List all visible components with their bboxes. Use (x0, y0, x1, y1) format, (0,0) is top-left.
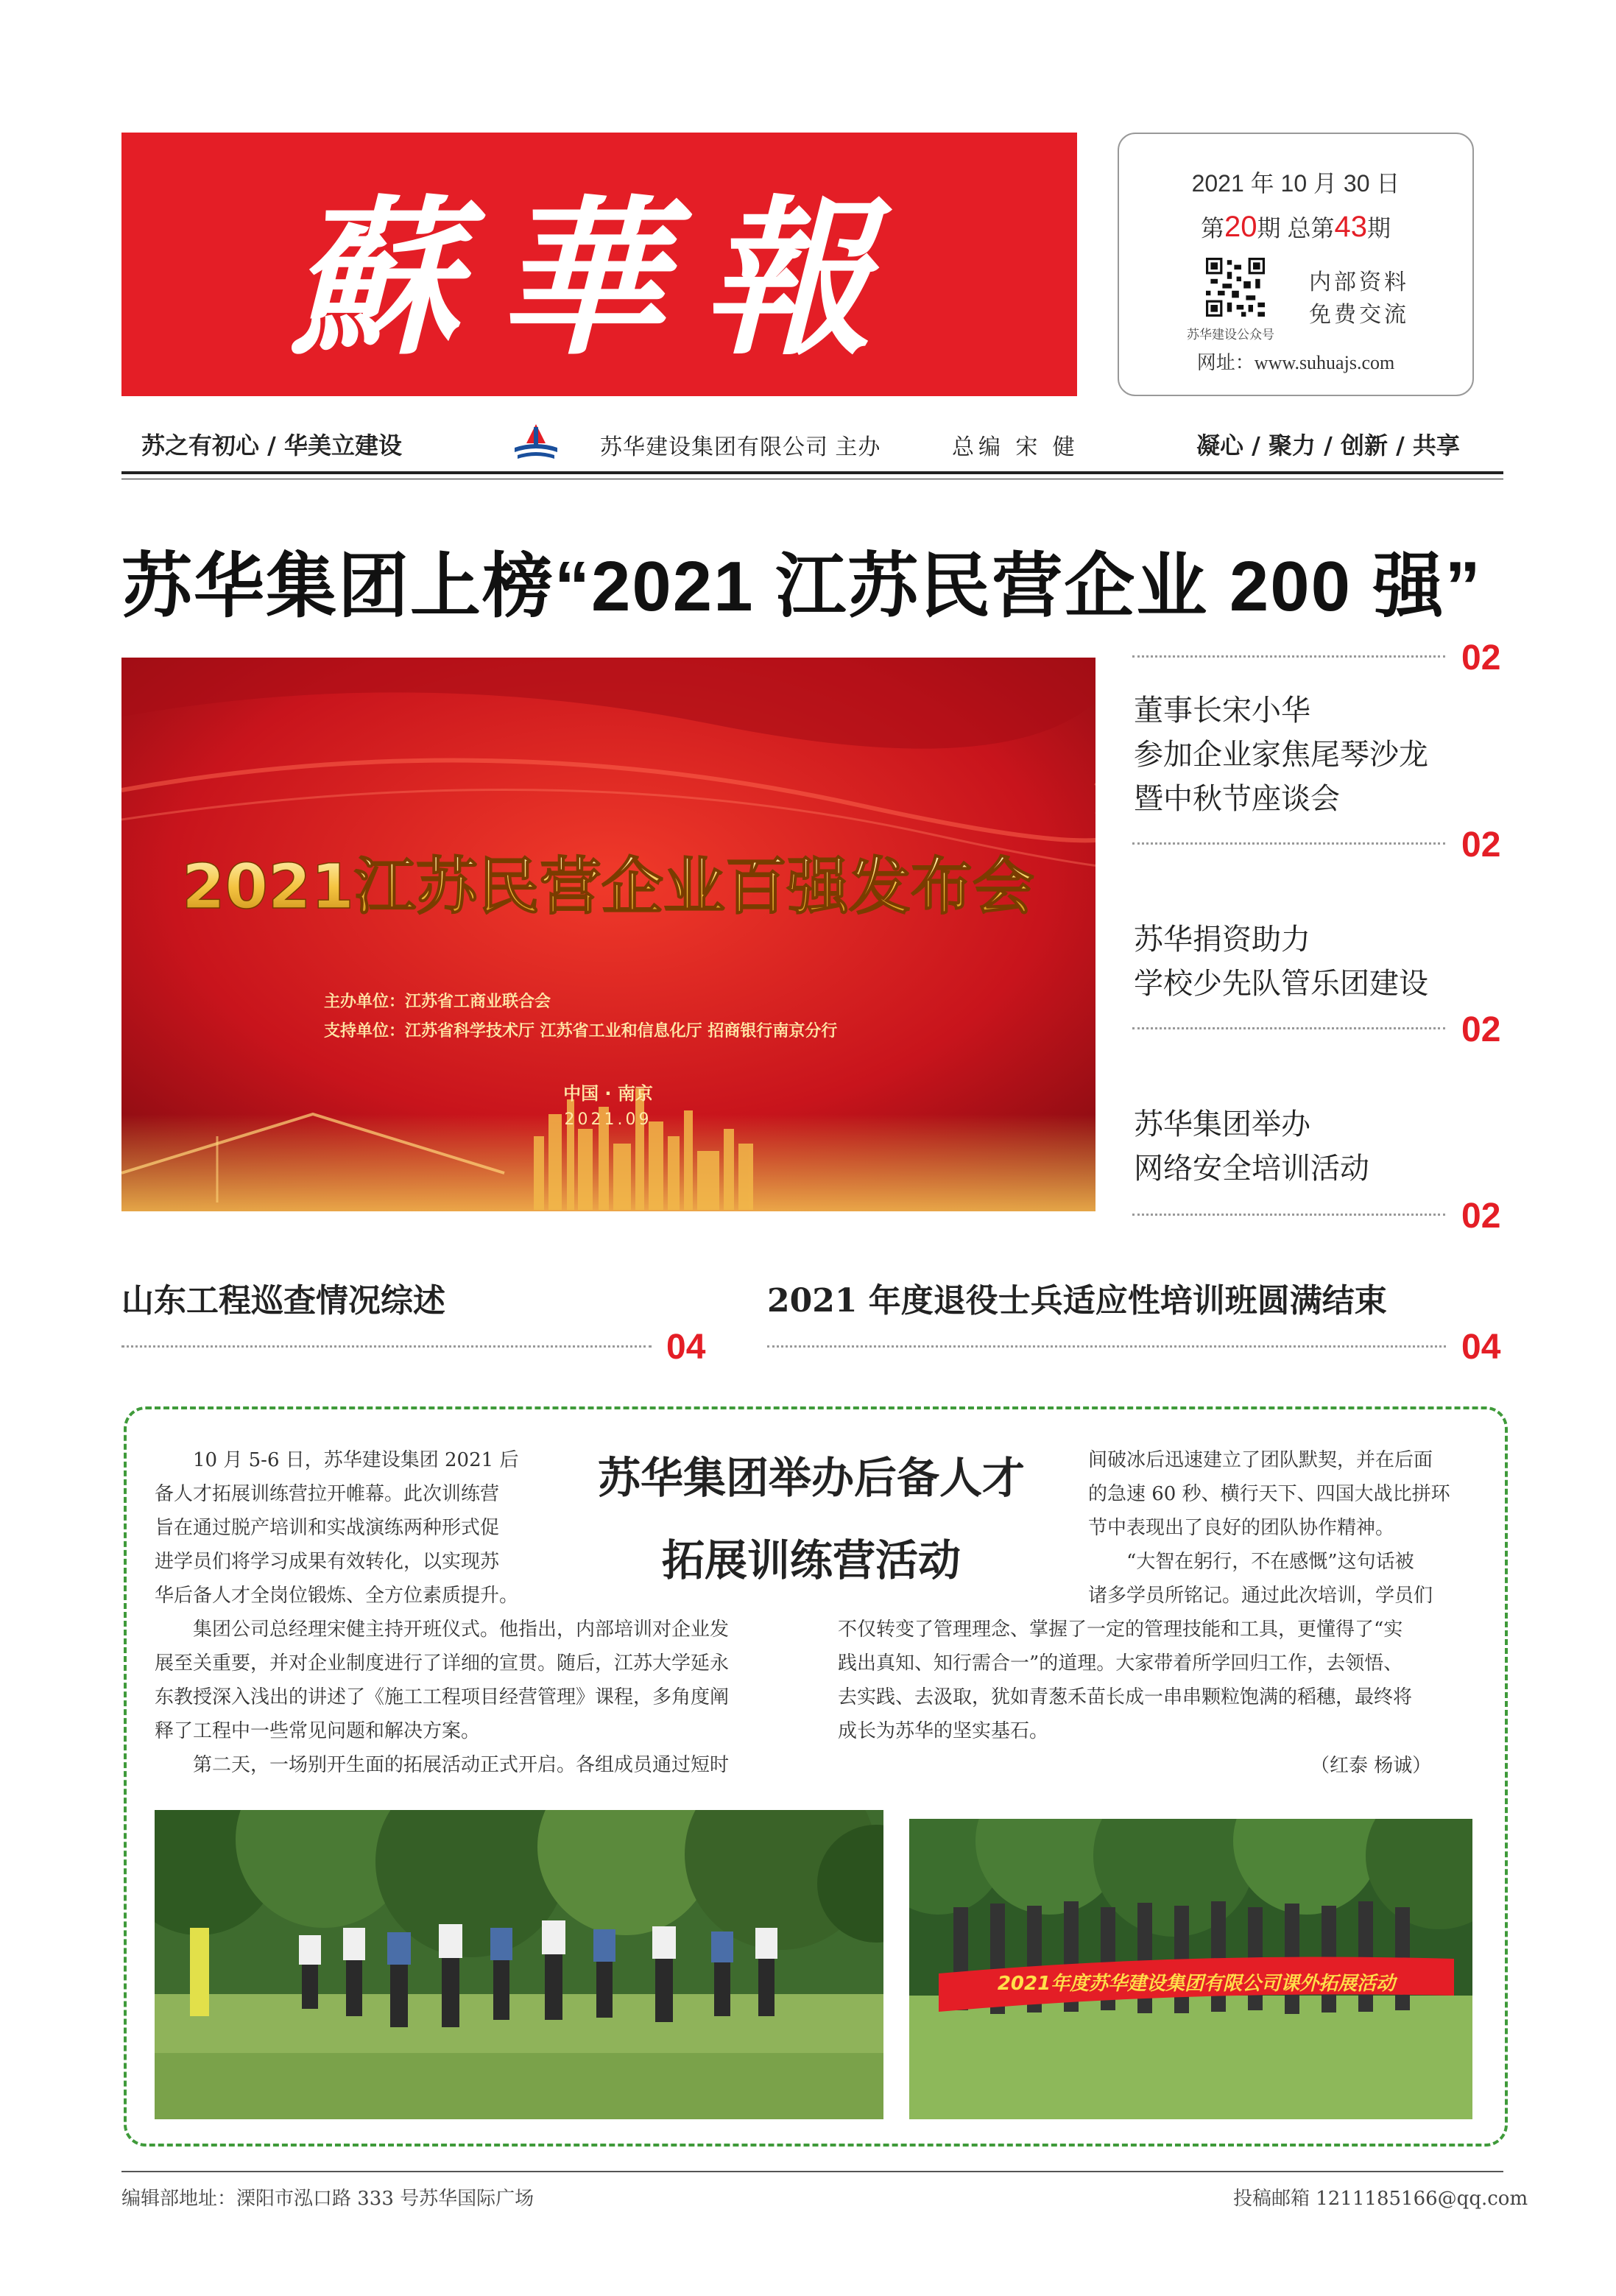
photo-banner-text: 2021年度苏华建设集团有限公司课外拓展活动 (997, 1973, 1396, 1995)
total-no: 43 (1334, 211, 1367, 243)
training-photo-left[interactable] (155, 1810, 883, 2119)
hero-support: 支持单位：江苏省科学技术厅 江苏省工业和信息化厅 招商银行南京分行 (324, 1022, 838, 1040)
main-headline[interactable]: 苏华集团上榜“2021 江苏民营企业 200 强” (121, 547, 1482, 626)
slogan-right: 凝心 / 聚力 / 创新 / 共享 (1196, 432, 1460, 459)
internal-label: 内部资料 (1309, 270, 1409, 295)
body-line: 旨在通过脱产培训和实战演练两种形式促 (155, 1517, 500, 1539)
footer-rule (121, 2171, 1503, 2172)
body-line: 备人才拓展训练营拉开帷幕。此次训练营 (155, 1483, 500, 1505)
side-article-line: 暨中秋节座谈会 (1134, 782, 1340, 816)
body-line: 进学员们将学习成果有效转化，以实现苏 (155, 1551, 500, 1573)
qr-caption: 苏华建设公众号 (1187, 328, 1274, 342)
side-article-line: 参加企业家焦尾琴沙龙 (1134, 738, 1428, 772)
body-line: 践出真知、知行需合一”的道理。大家带着所学回归工作，去领悟、 (838, 1652, 1403, 1675)
side-article-line: 网络安全培训活动 (1134, 1152, 1369, 1186)
side-article-1[interactable] (1134, 689, 1428, 821)
side-page-number: 02 (1461, 1197, 1501, 1236)
side-article-3[interactable] (1134, 1102, 1369, 1191)
company-logo-icon (510, 421, 562, 464)
photo-graphic (155, 1810, 883, 2119)
group-photo-right[interactable] (909, 1819, 1472, 2119)
article-byline: （红泰 杨诚） (1310, 1755, 1432, 1777)
side-divider (1132, 655, 1445, 658)
hero-graphic (121, 658, 1095, 1211)
newspaper-title: 蘇華報 (290, 179, 908, 378)
side-page-number: 02 (1461, 825, 1501, 864)
body-line: 去实践、去汲取，犹如青葱禾苗长成一串串颗粒饱满的稻穗，最终将 (838, 1686, 1413, 1708)
issue-date: 2021 年 10 月 30 日 (1191, 170, 1400, 197)
feature-column-3 (1088, 1443, 1475, 1613)
editor-in-chief: 总编 宋 健 (952, 435, 1079, 459)
hero-place: 中国 · 南京 (563, 1083, 653, 1104)
body-line: 展至关重要，并对企业制度进行了详细的宣贯。随后，江苏大学延永 (155, 1652, 730, 1675)
side-page-number: 02 (1461, 638, 1501, 677)
side-article-line: 苏华捐资助力 (1134, 923, 1310, 957)
body-line: 释了工程中一些常见问题和解决方案。 (155, 1720, 481, 1742)
body-line: 的急速 60 秒、横行天下、四国大战比拼环 (1088, 1483, 1450, 1505)
side-article-2[interactable] (1134, 918, 1428, 1006)
slogan-left: 苏之有初心 / 华美立建设 (141, 432, 402, 459)
photo-graphic (909, 1819, 1472, 2119)
hero-date: 2021.09 (564, 1110, 652, 1129)
issue-info-box (1118, 133, 1474, 396)
sub-page-number: 04 (666, 1328, 706, 1367)
body-line: 诸多学员所铭记。通过此次培训，学员们 (1088, 1585, 1433, 1607)
body-line: 第二天，一场别开生面的拓展活动正式开启。各组成员通过短时 (193, 1754, 730, 1776)
free-label: 免费交流 (1309, 303, 1409, 327)
editorial-address: 编辑部地址：溧阳市泓口路 333 号苏华国际广场 (121, 2188, 534, 2210)
issue-number (1119, 210, 1472, 244)
feature-title-line-2: 拓展训练营活动 (661, 1535, 961, 1585)
hero-title: 2021江苏民营企业百强发布会 (182, 851, 1034, 923)
side-divider (1132, 842, 1445, 845)
header-rule (121, 471, 1503, 474)
side-article-line: 苏华集团举办 (1134, 1107, 1310, 1141)
body-line: 华后备人才全岗位锻炼、全方位素质提升。 (155, 1585, 519, 1607)
body-line: 不仅转变了管理理念、掌握了一定的管理技能和工具，更懂得了“实 (838, 1619, 1403, 1641)
issue-mid: 期 总第 (1257, 215, 1335, 242)
side-divider (1132, 1214, 1445, 1216)
body-line: 集团公司总经理宋健主持开班仪式。他指出，内部培训对企业发 (193, 1619, 730, 1641)
feature-title-line-1: 苏华集团举办后备人才 (597, 1453, 1025, 1503)
sub-divider (767, 1345, 1446, 1348)
body-line: 10 月 5-6 日，苏华建设集团 2021 后 (193, 1449, 519, 1471)
sponsor-text: 苏华建设集团有限公司 主办 (600, 435, 881, 459)
side-divider (1132, 1027, 1445, 1029)
side-page-number: 02 (1461, 1010, 1501, 1049)
issue-prefix: 第 (1201, 215, 1225, 242)
sub-headline-left[interactable]: 山东工程巡查情况综述 (121, 1282, 445, 1320)
body-line: 东教授深入浅出的讲述了《施工工程项目经营管理》课程，多角度阐 (155, 1686, 730, 1708)
feature-wide-paragraph (155, 1613, 795, 1782)
hero-image[interactable] (121, 658, 1095, 1211)
submission-email[interactable]: 投稿邮箱 1211185166@qq.com (1233, 2188, 1528, 2210)
side-article-line: 董事长宋小华 (1134, 694, 1310, 728)
issue-suffix: 期 (1366, 215, 1391, 242)
body-line: 节中表现出了良好的团队协作精神。 (1088, 1517, 1395, 1539)
body-line: 成长为苏华的坚实基石。 (838, 1720, 1049, 1742)
website-url[interactable]: 网址：www.suhuajs.com (1196, 352, 1395, 373)
body-line: “大智在躬行，不在感慨”这句话被 (1126, 1551, 1414, 1573)
sub-divider (121, 1345, 652, 1348)
side-article-line: 学校少先队管乐团建设 (1134, 967, 1428, 1001)
issue-no: 20 (1224, 211, 1257, 243)
hero-host: 主办单位：江苏省工商业联合会 (324, 993, 551, 1011)
body-line: 间破冰后迅速建立了团队默契，并在后面 (1088, 1449, 1433, 1471)
sub-headline-right[interactable]: 2021 年度退役士兵适应性培训班圆满结束 (767, 1282, 1387, 1320)
qr-code-icon (1206, 258, 1265, 317)
sub-page-number: 04 (1461, 1328, 1501, 1367)
feature-column-1 (155, 1443, 537, 1613)
masthead-banner (121, 133, 1077, 396)
feature-right-paragraph (838, 1613, 1475, 1748)
